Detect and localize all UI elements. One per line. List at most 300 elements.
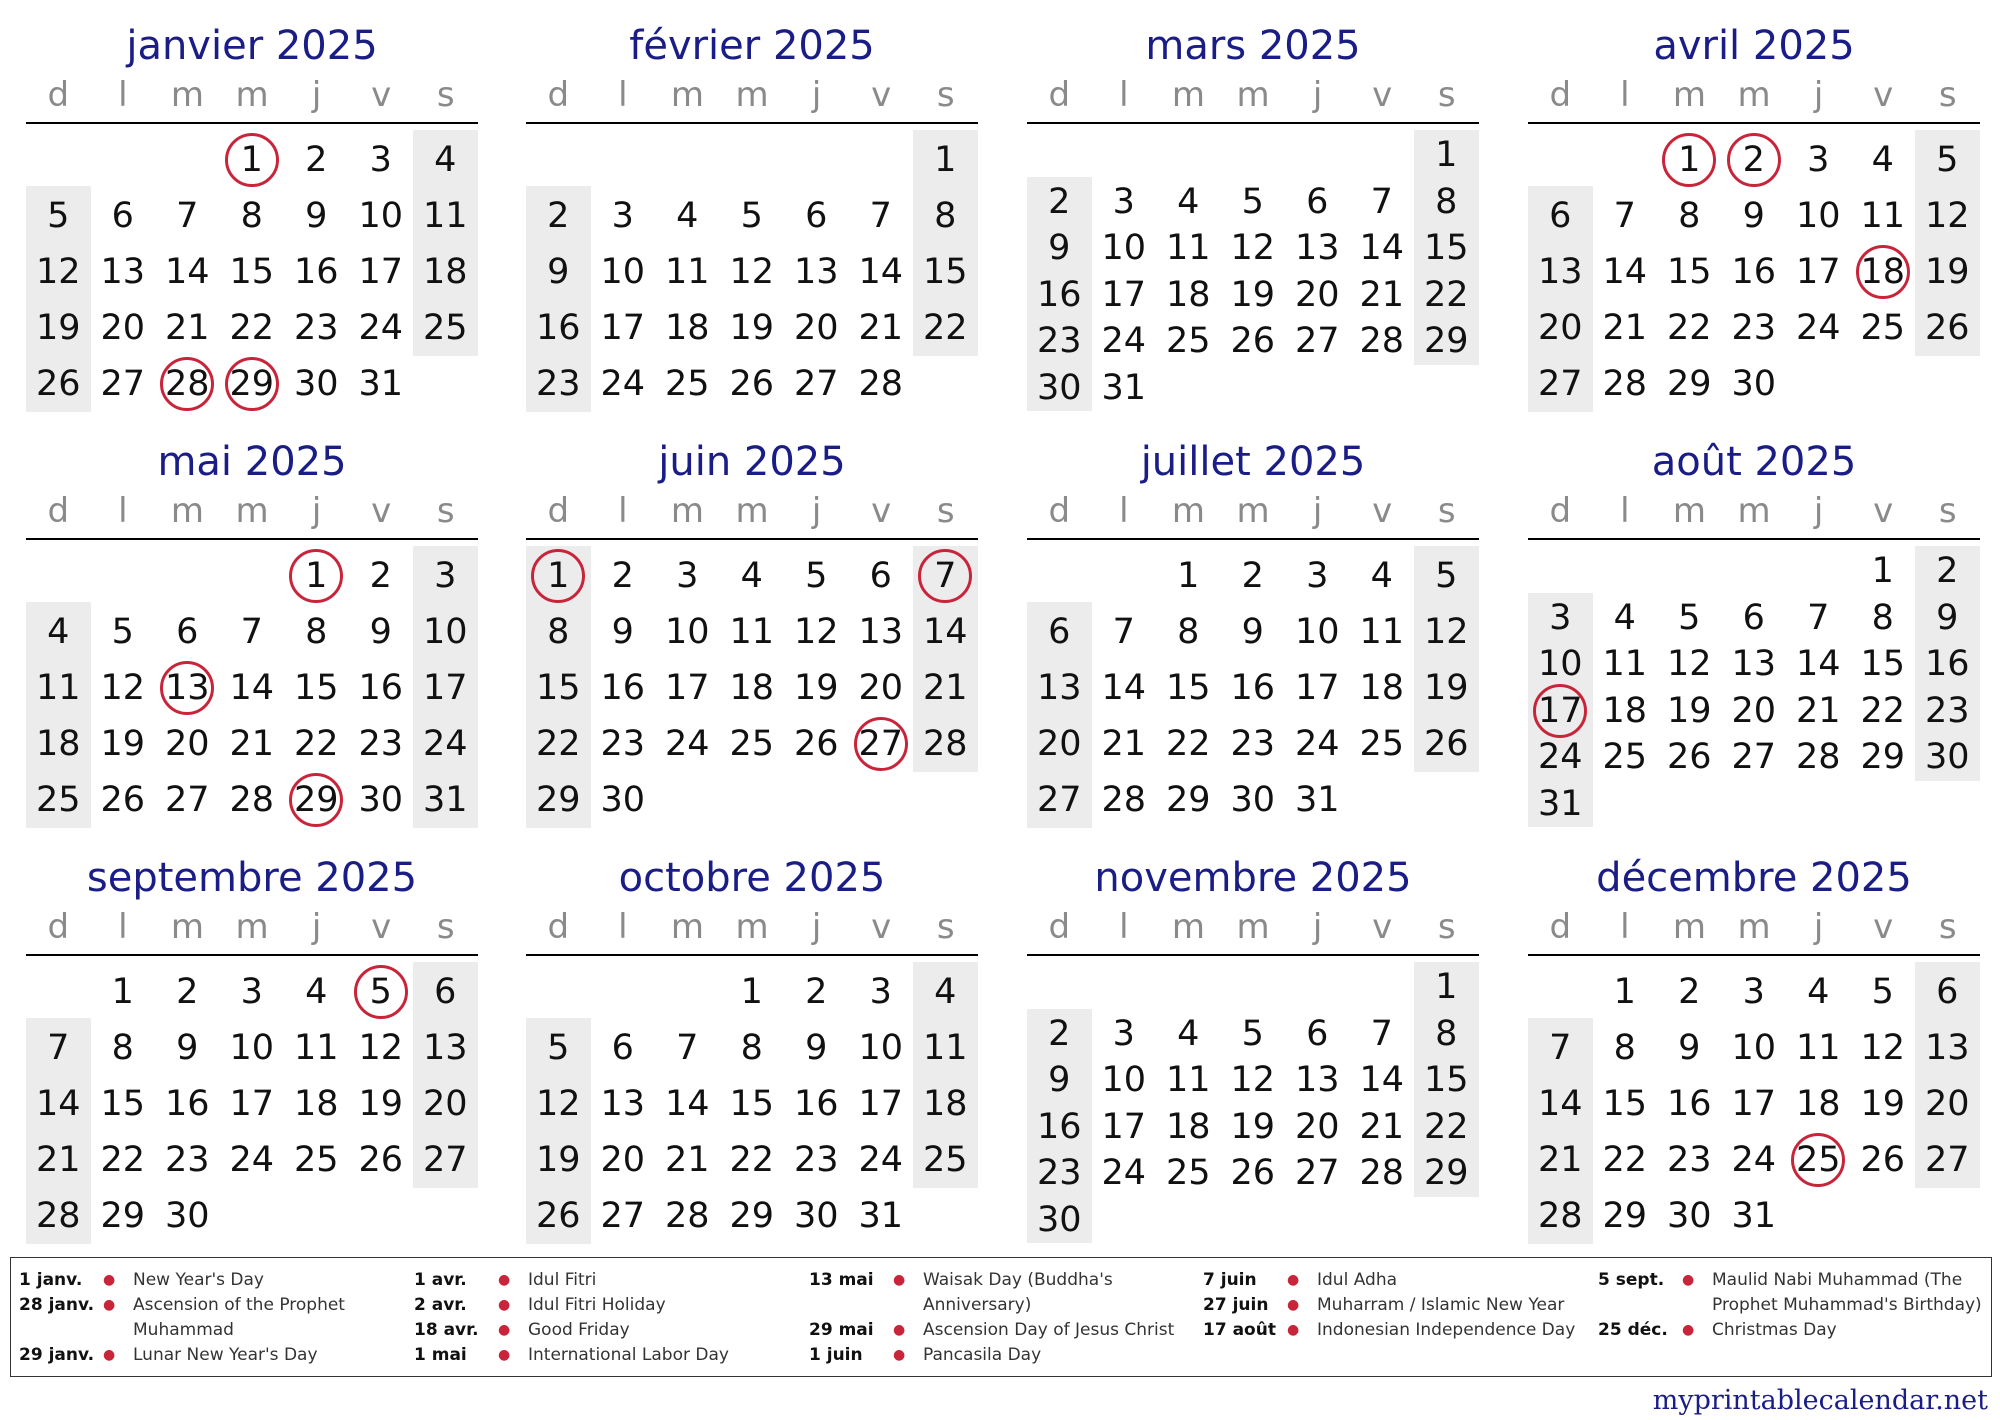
weekday-header [26,904,478,950]
weekday-label: j [1312,907,1323,947]
day-number: 5 [1936,140,1959,180]
holiday-name: Idul Adha [1317,1270,1398,1290]
day-number: 11 [1860,196,1906,236]
day-number: 1 [740,972,763,1012]
weekday-label: v [1372,75,1393,115]
day-number: 25 [1165,1153,1211,1194]
day-number: 12 [1666,644,1712,685]
day-number: 27 [164,780,210,820]
day-number: 17 [1294,668,1340,708]
day-grid [1528,122,1980,414]
day-number: 4 [1613,597,1636,638]
weekday-label: j [1813,75,1824,115]
day-number: 3 [1306,556,1329,596]
weekday-label: m [1737,491,1771,531]
day-number: 20 [793,308,839,348]
day-number: 27 [1294,321,1340,362]
holiday-name: Good Friday [528,1320,630,1340]
day-number: 25 [1860,308,1906,348]
day-grid [26,954,478,1246]
day-number: 3 [369,140,392,180]
day-number: 14 [858,252,904,292]
day-number: 4 [1807,972,1830,1012]
weekday-label: m [1236,75,1270,115]
day-number: 18 [729,668,775,708]
day-number: 1 [934,140,957,180]
holiday-name: International Labor Day [528,1345,729,1365]
day-number: 19 [35,308,81,348]
weekday-label: m [1672,75,1706,115]
month-block [1528,20,1980,414]
day-number: 15 [1860,644,1906,685]
day-number: 31 [1294,780,1340,820]
day-number: 18 [1165,1106,1211,1147]
day-number: 19 [100,724,146,764]
weekday-label: v [1873,907,1894,947]
day-number: 21 [1795,690,1841,731]
weekday-header [1027,904,1479,950]
day-number: 18 [1165,274,1211,315]
weekday-label: l [1119,907,1129,947]
holiday-date: 29 mai [809,1320,874,1340]
day-number: 26 [358,1140,404,1180]
day-number: 10 [1537,644,1583,685]
day-number: 24 [664,724,710,764]
day-number: 2 [1742,140,1765,180]
day-number: 23 [1036,1153,1082,1194]
holiday-name: Ascension Day of Jesus Christ [923,1320,1175,1340]
month-title: avril 2025 [1653,23,1855,69]
day-number: 8 [1435,181,1458,222]
day-number: 27 [1294,1153,1340,1194]
day-number: 13 [1294,228,1340,269]
day-number: 30 [1731,364,1777,404]
day-number: 30 [1924,737,1970,778]
month-block [26,436,478,830]
day-number: 5 [547,1028,570,1068]
weekday-label: j [811,491,822,531]
month-block [526,20,978,414]
day-number: 8 [934,196,957,236]
day-number: 25 [664,364,710,404]
holiday-name: Pancasila Day [923,1345,1042,1365]
day-number: 4 [305,972,328,1012]
day-number: 11 [922,1028,968,1068]
weekday-label: j [1312,491,1323,531]
weekday-label: v [371,75,392,115]
day-number: 3 [434,556,457,596]
day-number: 16 [1036,1106,1082,1147]
holiday-column [1203,1268,1598,1343]
day-number: 13 [1294,1060,1340,1101]
day-number: 16 [793,1084,839,1124]
day-number: 11 [35,668,81,708]
day-number: 8 [740,1028,763,1068]
day-number: 1 [1871,551,1894,592]
day-number: 9 [1241,612,1264,652]
day-number: 21 [164,308,210,348]
day-number: 20 [100,308,146,348]
day-number: 31 [358,364,404,404]
holiday-entry [809,1268,1204,1318]
day-number: 22 [729,1140,775,1180]
day-number: 2 [1048,1013,1071,1054]
day-grid [526,954,978,1246]
day-number: 3 [1742,972,1765,1012]
day-number: 5 [1871,972,1894,1012]
weekday-label: l [618,491,628,531]
day-number: 12 [100,668,146,708]
month-block [26,20,478,414]
day-number: 8 [1177,612,1200,652]
holiday-date: 28 janv. [19,1295,95,1315]
day-number: 12 [1230,1060,1276,1101]
day-number: 14 [922,612,968,652]
day-number: 28 [1795,737,1841,778]
day-number: 1 [1678,140,1701,180]
weekday-label: s [436,907,455,947]
day-number: 3 [1549,597,1572,638]
day-number: 22 [1602,1140,1648,1180]
day-number: 28 [664,1196,710,1236]
day-number: 15 [535,668,581,708]
day-number: 20 [1294,1106,1340,1147]
weekday-label: m [1236,491,1270,531]
day-number: 3 [240,972,263,1012]
day-number: 21 [1359,274,1405,315]
day-number: 12 [729,252,775,292]
day-number: 8 [111,1028,134,1068]
weekday-header [1528,488,1980,534]
day-number: 22 [1165,724,1211,764]
day-number: 5 [47,196,70,236]
holiday-name: Idul Fitri Holiday [528,1295,666,1315]
day-number: 25 [922,1140,968,1180]
day-grid [1528,954,1980,1246]
day-number: 16 [1666,1084,1712,1124]
day-number: 23 [793,1140,839,1180]
weekday-label: j [811,75,822,115]
holiday-name: Ascension of the Prophet Muhammad [133,1295,345,1340]
site-url[interactable]: myprintablecalendar.net [1652,1385,1988,1416]
weekday-header [526,904,978,950]
day-number: 23 [535,364,581,404]
day-number: 13 [858,612,904,652]
bullet-icon: ● [498,1322,511,1338]
day-number: 14 [164,252,210,292]
bullet-icon: ● [1682,1322,1695,1338]
day-number: 26 [535,1196,581,1236]
day-number: 17 [1537,690,1583,731]
day-number: 17 [600,308,646,348]
day-number: 18 [1602,690,1648,731]
day-number: 6 [1048,612,1071,652]
day-number: 16 [535,308,581,348]
holiday-date: 1 janv. [19,1270,83,1290]
day-number: 21 [35,1140,81,1180]
day-number: 12 [1924,196,1970,236]
day-number: 16 [600,668,646,708]
day-number: 24 [1795,308,1841,348]
day-number: 7 [1370,1013,1393,1054]
day-number: 4 [47,612,70,652]
holiday-legend [10,1257,1992,1377]
day-number: 31 [1101,367,1147,408]
day-number: 26 [1423,724,1469,764]
weekday-label: s [936,907,955,947]
weekday-label: v [871,491,892,531]
day-number: 9 [547,252,570,292]
weekday-label: m [1672,907,1706,947]
day-number: 12 [1860,1028,1906,1068]
day-number: 2 [547,196,570,236]
bullet-icon: ● [103,1297,116,1313]
day-number: 30 [358,780,404,820]
day-number: 10 [1731,1028,1777,1068]
weekday-label: m [1737,75,1771,115]
day-number: 28 [35,1196,81,1236]
weekday-header [1528,904,1980,950]
day-number: 4 [934,972,957,1012]
day-number: 23 [1036,321,1082,362]
day-number: 22 [1860,690,1906,731]
day-number: 18 [664,308,710,348]
day-number: 30 [793,1196,839,1236]
day-number: 13 [1537,252,1583,292]
day-number: 19 [1924,252,1970,292]
day-number: 19 [729,308,775,348]
day-number: 23 [358,724,404,764]
weekday-label: j [811,907,822,947]
day-number: 15 [1423,228,1469,269]
day-number: 29 [1860,737,1906,778]
day-number: 20 [164,724,210,764]
day-number: 28 [1359,321,1405,362]
day-number: 17 [858,1084,904,1124]
holiday-entry [1598,1268,1993,1318]
day-number: 19 [1423,668,1469,708]
day-number: 23 [600,724,646,764]
day-number: 13 [164,668,210,708]
day-number: 22 [293,724,339,764]
day-number: 19 [1666,690,1712,731]
day-number: 26 [1230,321,1276,362]
weekday-header [26,72,478,118]
holiday-date: 2 avr. [414,1295,467,1315]
day-number: 16 [1924,644,1970,685]
weekday-label: m [235,491,269,531]
weekday-label: s [1437,907,1456,947]
day-number: 10 [229,1028,275,1068]
day-number: 9 [611,612,634,652]
day-number: 4 [1177,1013,1200,1054]
month-title: octobre 2025 [618,855,886,901]
day-number: 10 [1294,612,1340,652]
bullet-icon: ● [1287,1272,1300,1288]
bullet-icon: ● [893,1272,906,1288]
day-number: 14 [1602,252,1648,292]
holiday-name: Maulid Nabi Muhammad (The Prophet Muhammad's Birthday) [1712,1270,1982,1315]
day-number: 7 [240,612,263,652]
day-number: 15 [922,252,968,292]
day-number: 13 [422,1028,468,1068]
day-number: 2 [1936,551,1959,592]
day-number: 19 [535,1140,581,1180]
day-number: 21 [664,1140,710,1180]
weekday-label: v [1873,75,1894,115]
weekday-label: m [1236,907,1270,947]
day-number: 5 [111,612,134,652]
weekday-label: v [371,491,392,531]
day-number: 21 [922,668,968,708]
day-grid [1528,538,1980,830]
weekday-label: d [1048,907,1071,947]
day-number: 12 [793,612,839,652]
weekday-label: s [936,75,955,115]
day-number: 3 [869,972,892,1012]
day-number: 21 [858,308,904,348]
day-number: 24 [358,308,404,348]
bullet-icon: ● [498,1297,511,1313]
day-number: 7 [1112,612,1135,652]
day-number: 20 [1294,274,1340,315]
day-number: 30 [1036,367,1082,408]
day-number: 6 [176,612,199,652]
day-number: 7 [1807,597,1830,638]
day-number: 15 [1602,1084,1648,1124]
day-number: 10 [664,612,710,652]
weekday-label: l [618,75,628,115]
day-number: 18 [293,1084,339,1124]
day-number: 7 [47,1028,70,1068]
weekday-label: j [311,491,322,531]
day-number: 7 [676,1028,699,1068]
day-number: 14 [1795,644,1841,685]
day-number: 10 [358,196,404,236]
day-number: 4 [1871,140,1894,180]
day-number: 18 [422,252,468,292]
holiday-entry [19,1343,414,1368]
day-number: 9 [1678,1028,1701,1068]
weekday-label: d [1549,907,1572,947]
day-number: 27 [1537,364,1583,404]
holiday-name: Indonesian Independence Day [1317,1320,1576,1340]
day-number: 24 [600,364,646,404]
day-number: 15 [293,668,339,708]
day-number: 10 [1101,228,1147,269]
weekday-label: s [1938,75,1957,115]
day-number: 2 [1241,556,1264,596]
day-number: 11 [1795,1028,1841,1068]
day-number: 7 [869,196,892,236]
day-number: 28 [858,364,904,404]
weekday-label: l [118,75,128,115]
day-number: 24 [1537,737,1583,778]
day-number: 24 [858,1140,904,1180]
day-number: 4 [740,556,763,596]
day-number: 1 [240,140,263,180]
holiday-entry [1203,1293,1598,1318]
day-number: 1 [305,556,328,596]
day-number: 31 [1731,1196,1777,1236]
weekday-label: m [1171,491,1205,531]
holiday-entry [1203,1318,1598,1343]
day-number: 3 [1807,140,1830,180]
day-number: 7 [934,556,957,596]
day-number: 26 [1230,1153,1276,1194]
day-grid [26,122,478,414]
weekday-label: s [436,491,455,531]
weekday-label: l [118,907,128,947]
weekday-label: m [735,907,769,947]
holiday-date: 17 août [1203,1320,1276,1340]
holiday-entry [414,1268,809,1293]
day-number: 3 [1112,181,1135,222]
day-number: 18 [922,1084,968,1124]
weekday-label: m [170,75,204,115]
day-number: 14 [229,668,275,708]
weekday-label: d [47,491,70,531]
day-number: 15 [229,252,275,292]
month-block [1528,436,1980,830]
holiday-entry [1598,1318,1993,1343]
day-number: 17 [1101,274,1147,315]
day-number: 17 [1731,1084,1777,1124]
day-number: 1 [111,972,134,1012]
day-number: 6 [805,196,828,236]
day-number: 11 [1602,644,1648,685]
day-number: 22 [1666,308,1712,348]
day-number: 19 [793,668,839,708]
day-number: 29 [1423,1153,1469,1194]
day-number: 6 [1306,1013,1329,1054]
holiday-entry [414,1343,809,1368]
day-number: 2 [805,972,828,1012]
day-grid [526,122,978,414]
day-number: 15 [729,1084,775,1124]
day-number: 30 [1230,780,1276,820]
month-title: septembre 2025 [86,855,418,901]
weekday-label: m [1171,907,1205,947]
day-number: 19 [358,1084,404,1124]
day-number: 1 [547,556,570,596]
day-number: 21 [1602,308,1648,348]
month-block [526,852,978,1246]
day-number: 5 [740,196,763,236]
day-number: 22 [1423,1106,1469,1147]
day-number: 13 [793,252,839,292]
weekday-label: s [1938,491,1957,531]
day-number: 28 [1101,780,1147,820]
day-number: 8 [240,196,263,236]
day-number: 29 [293,780,339,820]
day-number: 4 [434,140,457,180]
day-number: 9 [305,196,328,236]
day-number: 17 [1795,252,1841,292]
day-number: 5 [1241,1013,1264,1054]
weekday-label: d [47,907,70,947]
day-number: 25 [1795,1140,1841,1180]
month-title: décembre 2025 [1596,855,1912,901]
day-number: 16 [1036,274,1082,315]
weekday-label: d [1549,75,1572,115]
day-number: 29 [100,1196,146,1236]
day-number: 18 [1795,1084,1841,1124]
holiday-date: 29 janv. [19,1345,95,1365]
day-number: 13 [1036,668,1082,708]
day-number: 11 [1359,612,1405,652]
day-number: 14 [1537,1084,1583,1124]
